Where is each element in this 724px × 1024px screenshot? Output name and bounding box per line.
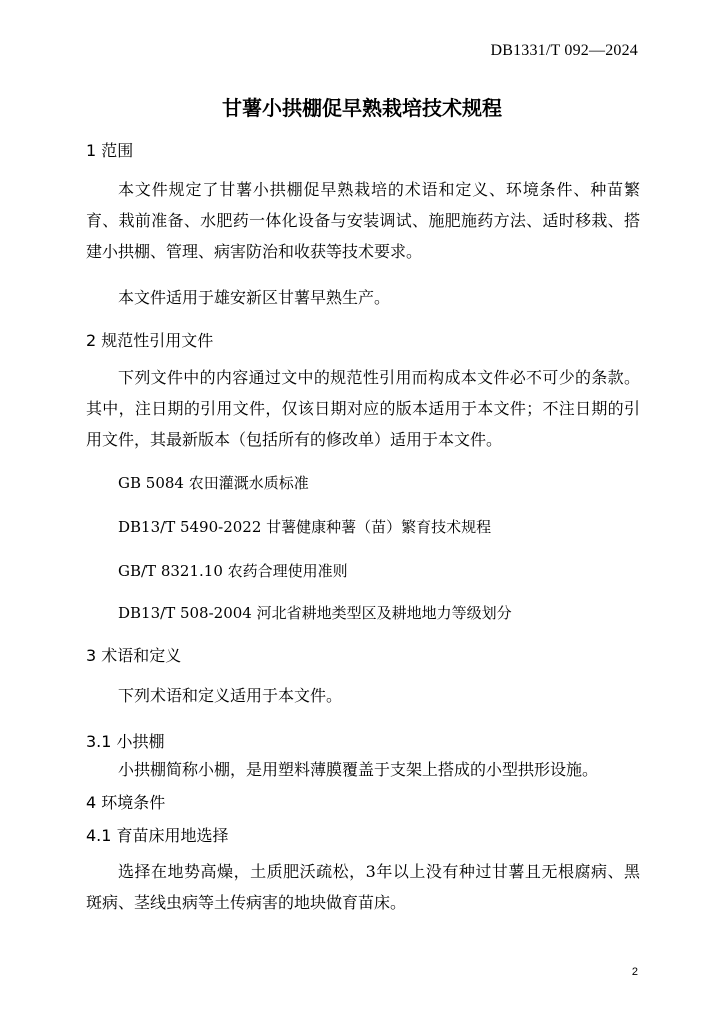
section-4-1-heading: 4.1 育苗床用地选择	[86, 826, 229, 845]
section-1-paragraph-1: 本文件规定了甘薯小拱棚促早熟栽培的术语和定义、环境条件、种苗繁育、栽前准备、水肥药一体化设备与安装调试、施肥施药方法、适时移栽、搭建小拱棚、管理、病害防治和收获等技术要求。	[86, 180, 640, 261]
reference-item: DB13/T 5490-2022 甘薯健康种薯（苗）繁育技术规程	[118, 518, 492, 536]
section-3-1-heading: 3.1 小拱棚	[86, 732, 165, 751]
section-3-heading: 3 术语和定义	[86, 646, 182, 665]
reference-item: GB/T 8321.10 农药合理使用准则	[118, 562, 348, 580]
section-2-heading: 2 规范性引用文件	[86, 331, 214, 350]
section-2-paragraph-1: 下列文件中的内容通过文中的规范性引用而构成本文件必不可少的条款。其中，注日期的引用文件，仅该日期对应的版本适用于本文件；不注日期的引用文件，其最新版本（包括所有的修改单）适用于本文件。	[86, 368, 640, 449]
reference-item: GB 5084 农田灌溉水质标准	[118, 474, 309, 492]
section-3-paragraph-1: 下列术语和定义适用于本文件。	[118, 686, 343, 705]
section-3-1-paragraph: 小拱棚简称小棚，是用塑料薄膜覆盖于支架上搭成的小型拱形设施。	[118, 760, 599, 779]
document-code: DB1331/T 092—2024	[490, 42, 638, 59]
section-1-heading: 1 范围	[86, 141, 134, 160]
page-number: 2	[631, 966, 638, 978]
section-4-1-paragraph: 选择在地势高燥，土质肥沃疏松，3年以上没有种过甘薯且无根腐病、黑斑病、茎线虫病等土传病害的地块做育苗床。	[86, 862, 640, 912]
reference-item: DB13/T 508-2004 河北省耕地类型区及耕地地力等级划分	[118, 604, 512, 622]
section-1-paragraph-2: 本文件适用于雄安新区甘薯早熟生产。	[118, 288, 391, 307]
section-4-heading: 4 环境条件	[86, 793, 166, 812]
document-title: 甘薯小拱棚促早熟栽培技术规程	[222, 96, 502, 120]
